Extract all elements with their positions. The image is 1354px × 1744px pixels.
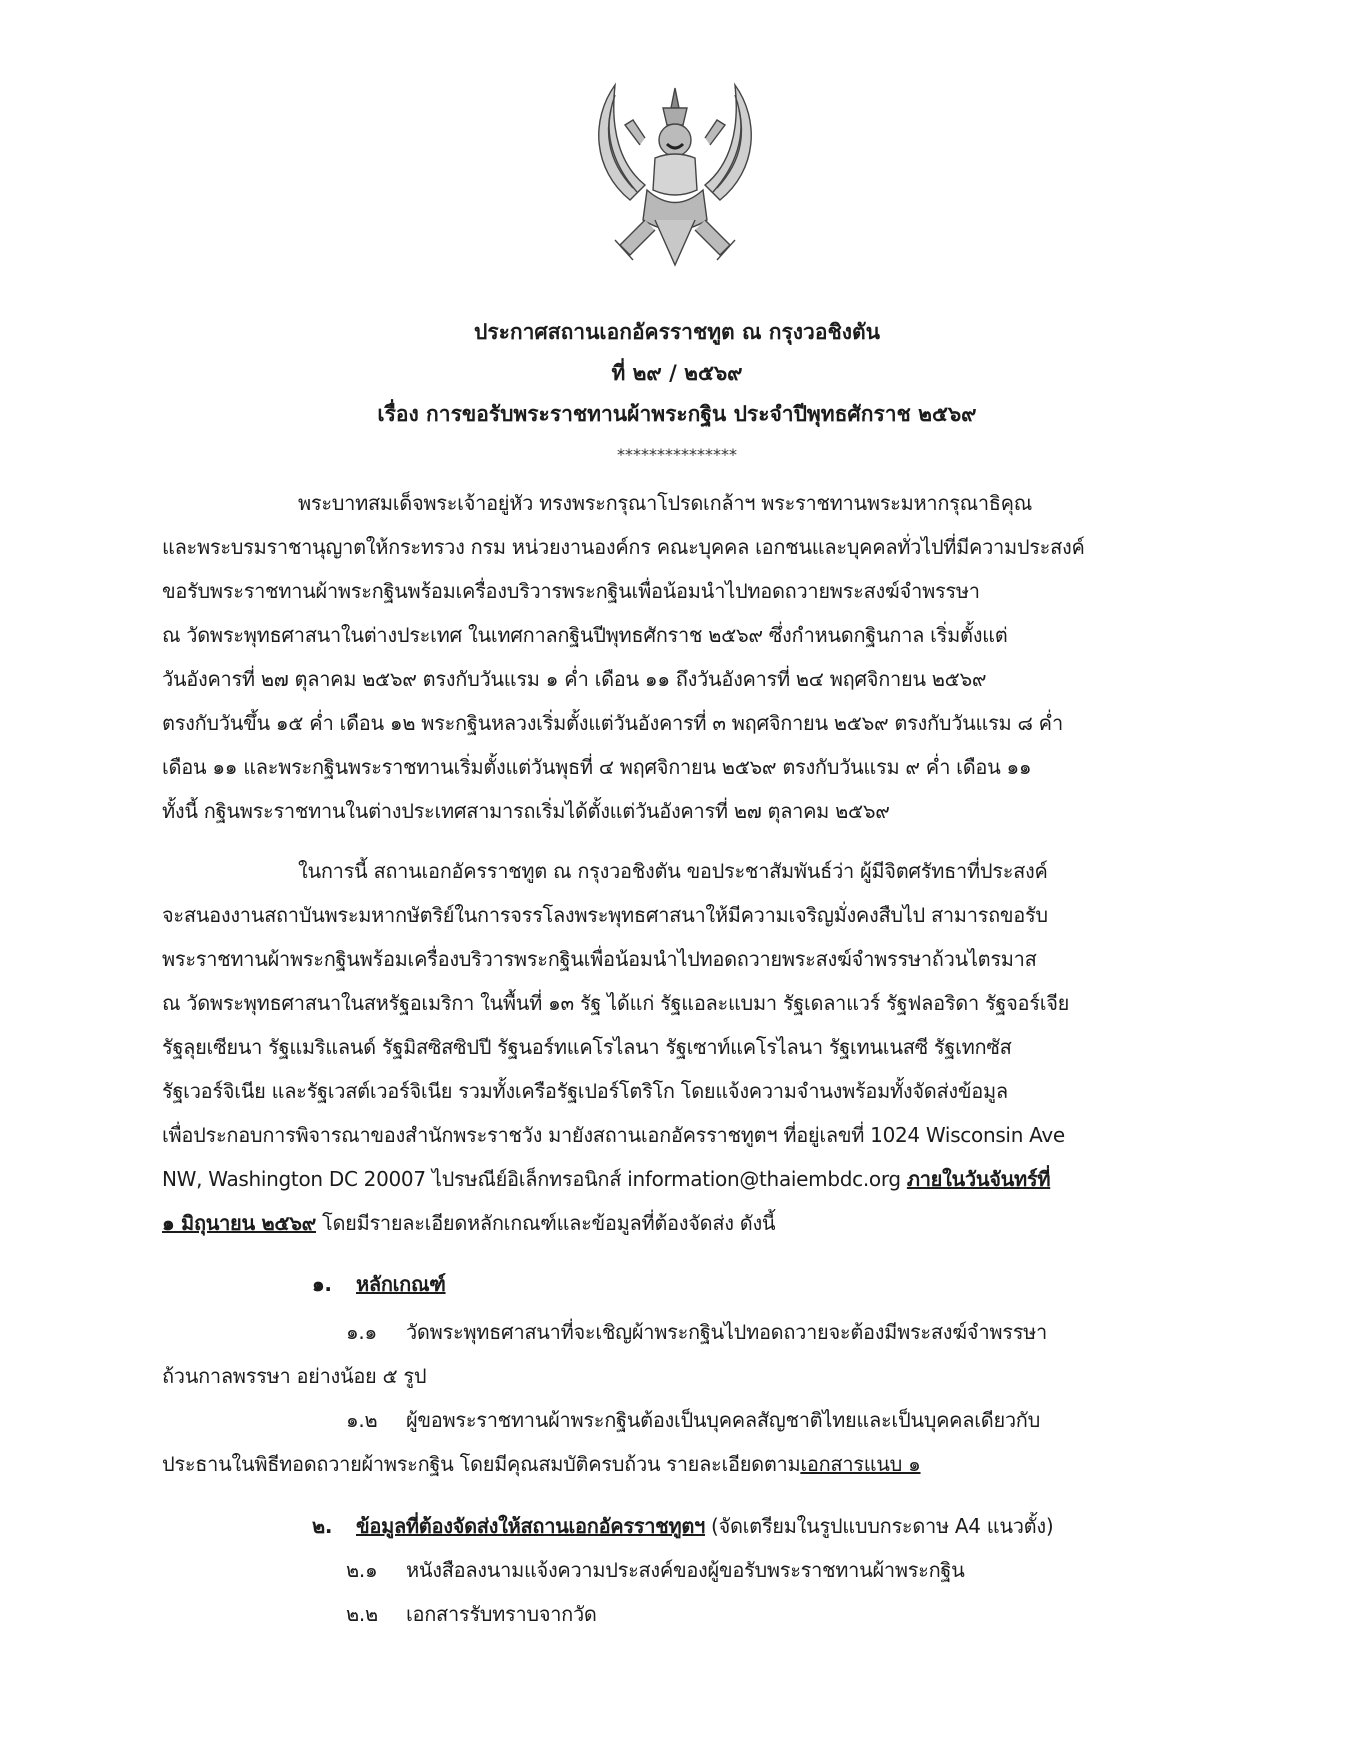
deadline-date: ๑ มิถุนายน ๒๕๖๙ <box>162 1211 316 1235</box>
item-text-part: ประธานในพิธีทอดถวายผ้าพระกฐิน โดยมีคุณสมบัติครบถ้วน รายละเอียดตาม <box>162 1452 801 1476</box>
announcement-number: ที่ ๒๙ / ๒๕๖๙ <box>611 361 743 385</box>
deadline-text: ภายในวันจันทร์ที่ <box>906 1167 1051 1191</box>
text-line: และพระบรมราชานุญาตให้กระทรวง กรม หน่วยงานองค์กร คณะบุคคล เอกชนและบุคคลทั่วไปที่มีความประสงค์ <box>162 535 1085 559</box>
text-line <box>162 1207 775 1239</box>
text-line: ทั้งนี้ กฐินพระราชทานในต่างประเทศสามารถเริ่มได้ตั้งแต่วันอังคารที่ ๒๗ ตุลาคม ๒๕๖๙ <box>162 799 890 823</box>
text-line: ในการนี้ สถานเอกอัครราชทูต ณ กรุงวอชิงตัน ขอประชาสัมพันธ์ว่า ผู้มีจิตศรัทธาที่ประสงค์ <box>298 859 1048 883</box>
item-text: ถ้วนกาลพรรษา อย่างน้อย ๕ รูป <box>162 1364 427 1388</box>
item-text <box>162 1448 921 1480</box>
section-title: หลักเกณฑ์ <box>356 1272 446 1296</box>
separator: *************** <box>617 445 737 464</box>
text-line: รัฐลุยเซียนา รัฐแมริแลนด์ รัฐมิสซิสซิปปี รัฐนอร์ทแคโรไลนา รัฐเซาท์แคโรไลนา รัฐเทนเนสซี รัฐเทกซัส <box>162 1035 1012 1059</box>
text-line: ตรงกับวันขึ้น ๑๕ ค่ำ เดือน ๑๒ พระกฐินหลวงเริ่มตั้งแต่วันอังคารที่ ๓ พฤศจิกายน ๒๕๖๙ ตรงกับวันแรม ๘ ค่ำ <box>162 711 1063 735</box>
section-note: (จัดเตรียมในรูปแบบกระดาษ A4 แนวตั้ง) <box>704 1514 1054 1538</box>
text-line: ณ วัดพระพุทธศาสนาในต่างประเทศ ในเทศกาลกฐินปีพุทธศักราช ๒๕๖๙ ซึ่งกำหนดกฐินกาล เริ่มตั้งแต่ <box>162 623 1008 647</box>
text-line <box>162 1163 1050 1195</box>
text-line: พระบาทสมเด็จพระเจ้าอยู่หัว ทรงพระกรุณาโปรดเกล้าฯ พระราชทานพระมหากรุณาธิคุณ <box>298 491 1032 515</box>
section-title: ข้อมูลที่ต้องจัดส่งให้สถานเอกอัครราชทูตฯ <box>356 1514 705 1538</box>
announcement-title: ประกาศสถานเอกอัครราชทูต ณ กรุงวอชิงตัน <box>474 320 880 344</box>
attachment-reference: เอกสารแนบ ๑ <box>800 1452 921 1476</box>
item-number: ๑.๑ <box>346 1320 377 1344</box>
address-email-text: NW, Washington DC 20007 ไปรษณีย์อิเล็กทรอนิกส์ information@thaiembdc.org <box>162 1167 907 1191</box>
garuda-emblem-icon <box>585 80 765 275</box>
text-line: จะสนองงานสถาบันพระมหากษัตริย์ในการจรรโลงพระพุทธศาสนาให้มีความเจริญมั่งคงสืบไป สามารถขอรับ <box>162 903 1048 927</box>
text-line: รัฐเวอร์จิเนีย และรัฐเวสต์เวอร์จิเนีย รวมทั้งเครือรัฐเปอร์โตริโก โดยแจ้งความจำนงพร้อมทั้งจัดส่งข้อมูล <box>162 1079 1008 1103</box>
item-text: ผู้ขอพระราชทานผ้าพระกฐินต้องเป็นบุคคลสัญชาติไทยและเป็นบุคคลเดียวกับ <box>406 1408 1040 1432</box>
item-text: เอกสารรับทราบจากวัด <box>406 1602 597 1626</box>
item-number: ๒.๑ <box>346 1558 378 1582</box>
item-text: วัดพระพุทธศาสนาที่จะเชิญผ้าพระกฐินไปทอดถวายจะต้องมีพระสงฆ์จำพรรษา <box>406 1320 1047 1344</box>
item-number: ๒.๒ <box>346 1602 378 1626</box>
text-line: วันอังคารที่ ๒๗ ตุลาคม ๒๕๖๙ ตรงกับวันแรม ๑ ค่ำ เดือน ๑๑ ถึงวันอังคารที่ ๒๔ พฤศจิกายน ๒๕๖๙ <box>162 667 987 691</box>
text-line: ขอรับพระราชทานผ้าพระกฐินพร้อมเครื่องบริวารพระกฐินเพื่อน้อมนำไปทอดถวายพระสงฆ์จำพรรษา <box>162 579 980 603</box>
section-heading <box>356 1510 1053 1542</box>
announcement-subject: เรื่อง การขอรับพระราชทานผ้าพระกฐิน ประจำปีพุทธศักราช ๒๕๖๙ <box>377 402 977 426</box>
section-number: ๒. <box>312 1514 333 1538</box>
text-line: ณ วัดพระพุทธศาสนาในสหรัฐอเมริกา ในพื้นที่ ๑๓ รัฐ ได้แก่ รัฐแอละแบมา รัฐเดลาแวร์ รัฐฟลอริดา รัฐจอร์เจีย <box>162 991 1070 1015</box>
section-number: ๑. <box>312 1272 332 1296</box>
text-line: เดือน ๑๑ และพระกฐินพระราชทานเริ่มตั้งแต่วันพุธที่ ๔ พฤศจิกายน ๒๕๖๙ ตรงกับวันแรม ๙ ค่ำ เดือน ๑๑ <box>162 755 1032 779</box>
text-line: พระราชทานผ้าพระกฐินพร้อมเครื่องบริวารพระกฐินเพื่อน้อมนำไปทอดถวายพระสงฆ์จำพรรษาถ้วนไตรมาส <box>162 947 1037 971</box>
text-line: เพื่อประกอบการพิจารณาของสำนักพระราชวัง มายังสถานเอกอัครราชทูตฯ ที่อยู่เลขที่ 1024 Wisconsin Ave <box>162 1123 1065 1147</box>
item-text: หนังสือลงนามแจ้งความประสงค์ของผู้ขอรับพระราชทานผ้าพระกฐิน <box>406 1558 965 1582</box>
item-number: ๑.๒ <box>346 1408 378 1432</box>
intro-text: โดยมีรายละเอียดหลักเกณฑ์และข้อมูลที่ต้องจัดส่ง ดังนี้ <box>315 1211 776 1235</box>
